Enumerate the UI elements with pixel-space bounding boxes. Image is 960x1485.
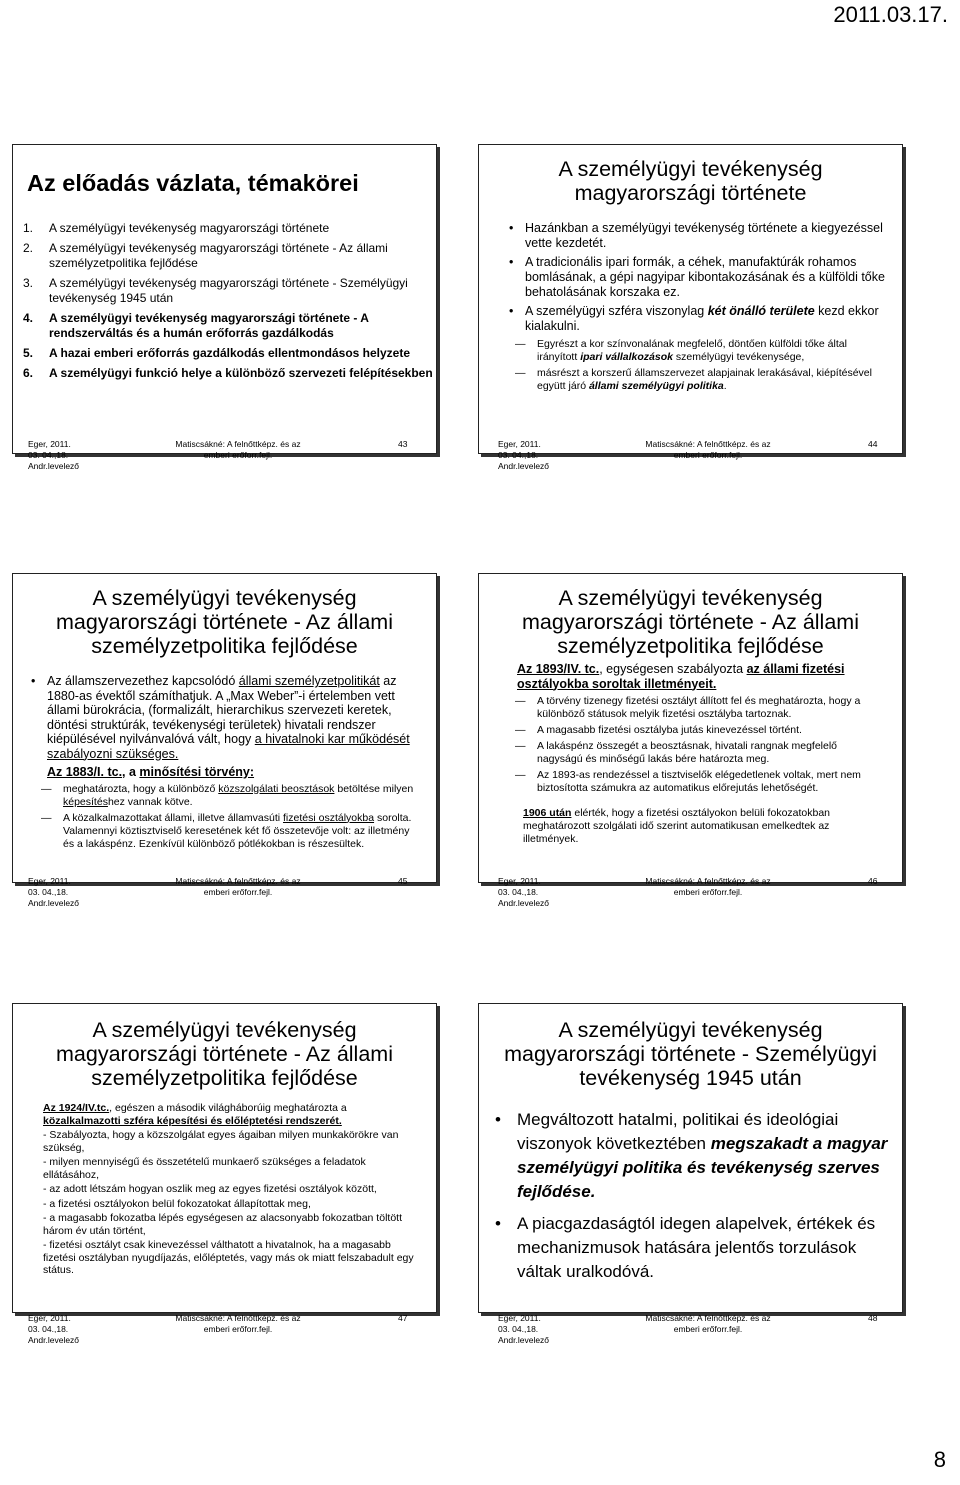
paragraph: Az 1893/IV. tc., egységesen szabályozta az állami fizetési osztályokba soroltak illetményeit.: [517, 662, 845, 691]
topic-list: [13, 221, 436, 381]
slide-48: [478, 1003, 903, 1313]
bullet-item: • Megváltozott hatalmi, politikai és ideológiai viszonyok következtében megszakadt a magyar személyügyi politika és tevékenység szerves fejlődése.: [517, 1108, 888, 1204]
slide-43: [12, 144, 437, 454]
dash-item: — A magasabb fizetési osztályba jutás kinevezéssel történt.: [537, 724, 884, 737]
slide-title: A személyügyi tevékenység magyarországi története - Az állami személyzetpolitika fejlődése: [522, 586, 859, 658]
text-line: - a fizetési osztályokon belül fokozatokat állapítottak meg,: [43, 1197, 311, 1210]
topic-item: 4. A személyügyi tevékenység magyarországi története - A rendszerváltás és a humán erőforrás gazdálkodás: [23, 311, 369, 340]
topic-item: 6. A személyügyi funkció helye a különböző szervezeti felépítésekben: [23, 366, 433, 380]
dash-item: — Egyrészt a kor színvonalának megfelelő, döntően külföldi tőke által irányított ipari vállalkozások személyügyi tevékenysége,: [537, 338, 882, 364]
paragraph: Az 1883/I. tc., a minősítési törvény:: [47, 765, 255, 779]
dash-item: — másrészt a korszerű államszervezet alapjainak lerakásával, kiépítésével együtt járó állami személyügyi politika.: [537, 367, 882, 393]
slide-number: 48: [868, 1313, 878, 1323]
slide-title: A személyügyi tevékenység magyarországi története: [558, 157, 823, 205]
text-line: - milyen mennyiségű és összetételű munkaerő szükséges a feladatok ellátásához,: [43, 1156, 366, 1181]
slide-title: A személyügyi tevékenység magyarországi története - Az állami személyzetpolitika fejlődése: [56, 1018, 393, 1090]
slide-number: 44: [868, 439, 878, 449]
slide-title: Az előadás vázlata, témakörei: [27, 170, 359, 196]
paragraph: 1906 után elérték, hogy a fizetési osztályokon belüli fokozatokban meghatározott szolgálati idő szerint automatikusan emelkedtek az illetmények.: [523, 807, 831, 845]
slide-title: A személyügyi tevékenység magyarországi története - Személyügyi tevékenység 1945 után: [504, 1018, 877, 1090]
dash-item: — A törvény tizenegy fizetési osztályt állított fel és meghatározta, hogy a különböző státusok melyik fizetési osztályba tartoznak.: [537, 695, 884, 721]
dash-item: — Az 1893-as rendezéssel a tisztviselők elégedetlenek voltak, mert nem biztosította számukra az automatikus előrejutás lehetőségét.: [537, 769, 884, 795]
slide-number: 46: [868, 876, 878, 886]
topic-item: 1. A személyügyi tevékenység magyarországi története: [23, 221, 330, 235]
text-line: - az adott létszám hogyan oszlik meg az egyes fizetési osztályok között,: [43, 1183, 377, 1195]
dash-item: — A közalkalmazottakat állami, illetve államvasúti fizetési osztályokba sorolta. Valamennyi köztisztviselő keresetének két fő összetevője volt: az illetmény és a lakáspénz. Ezenkívül különböző pótlékokban is részesültek.: [63, 812, 414, 851]
bullet-item: • Hazánkban a személyügyi tevékenység története a kiegyezéssel vette kezdetét.: [525, 221, 888, 251]
text-line: - a magasabb fokozatba lépés egységesen az alacsonyabb fokozatban töltött három év után történt,: [43, 1212, 402, 1237]
slide-number: 43: [398, 439, 408, 449]
text-line: - fizetési osztályt csak kinevezéssel válthatott a hivatalnok, ha a magasabb fizetési osztályban nyugdíjazás, előléptetés, vagy más ok miatt felszabadult egy státus.: [43, 1239, 414, 1276]
bullet-item: • A piacgazdaságtól idegen alapelvek, értékek és mechanizmusok hatására jelentős torzulások váltak uralkodóvá.: [517, 1212, 888, 1284]
page-number: 8: [933, 1447, 946, 1472]
bullet-item: • Az államszervezethez kapcsolódó állami személyzetpolitikát az 1880-as évektől számíthatjuk. A „Max Weber”-i értelemben vett állami bürokrácia, (formalizált, hierarchikus szervezeti keretek, döntési struktúrák, tevékenységi területek) hivatali rendszer kiépülésével nyilvánvalóvá vált, hogy a hivatalnoki kar működését szabályozni szükséges.: [47, 674, 420, 761]
dash-item: — A lakáspénz összegét a beosztásnak, hivatali rangnak megfelelő nagyságú és minőségű lakás bére határozta meg.: [537, 740, 884, 766]
slide-46: [478, 573, 903, 883]
topic-item: 5. A hazai emberi erőforrás gazdálkodás ellentmondásos helyzete: [23, 346, 411, 360]
page-date: 2011.03.17.: [833, 2, 948, 27]
dash-item: — meghatározta, hogy a különböző közszolgálati beosztások betöltése milyen képesítéshez vannak kötve.: [63, 783, 414, 809]
slide-44: [478, 144, 903, 454]
slide-number: 45: [398, 876, 408, 886]
slide-45: [12, 573, 437, 883]
slide-title: A személyügyi tevékenység magyarországi története - Az állami személyzetpolitika fejlődése: [56, 586, 393, 658]
text-line: - Szabályozta, hogy a közszolgálat egyes ágaiban milyen munkakörökre van szükség,: [43, 1129, 399, 1154]
topic-item: 2. A személyügyi tevékenység magyarországi története - Az állami személyzetpolitika fejlődése: [23, 241, 388, 270]
paragraph: Az 1924/IV.tc., egészen a második világháborúig meghatározta a közalkalmazotti szféra képesítési és előléptetési rendszerét.: [43, 1102, 347, 1127]
bullet-item: • A személyügyi szféra viszonylag két önálló területe kezd ekkor kialakulni.: [525, 304, 888, 334]
bullet-item: • A tradicionális ipari formák, a céhek, manufaktúrák rohamos bomlásának, a gépi nagyipar kibontakozásának és a külföldi tőke behatolásának korszaka ez.: [525, 255, 888, 300]
slide-number: 47: [398, 1313, 408, 1323]
topic-item: 3. A személyügyi tevékenység magyarországi története - Személyügyi tevékenység 1945 után: [23, 276, 408, 305]
slide-47: [12, 1003, 437, 1313]
